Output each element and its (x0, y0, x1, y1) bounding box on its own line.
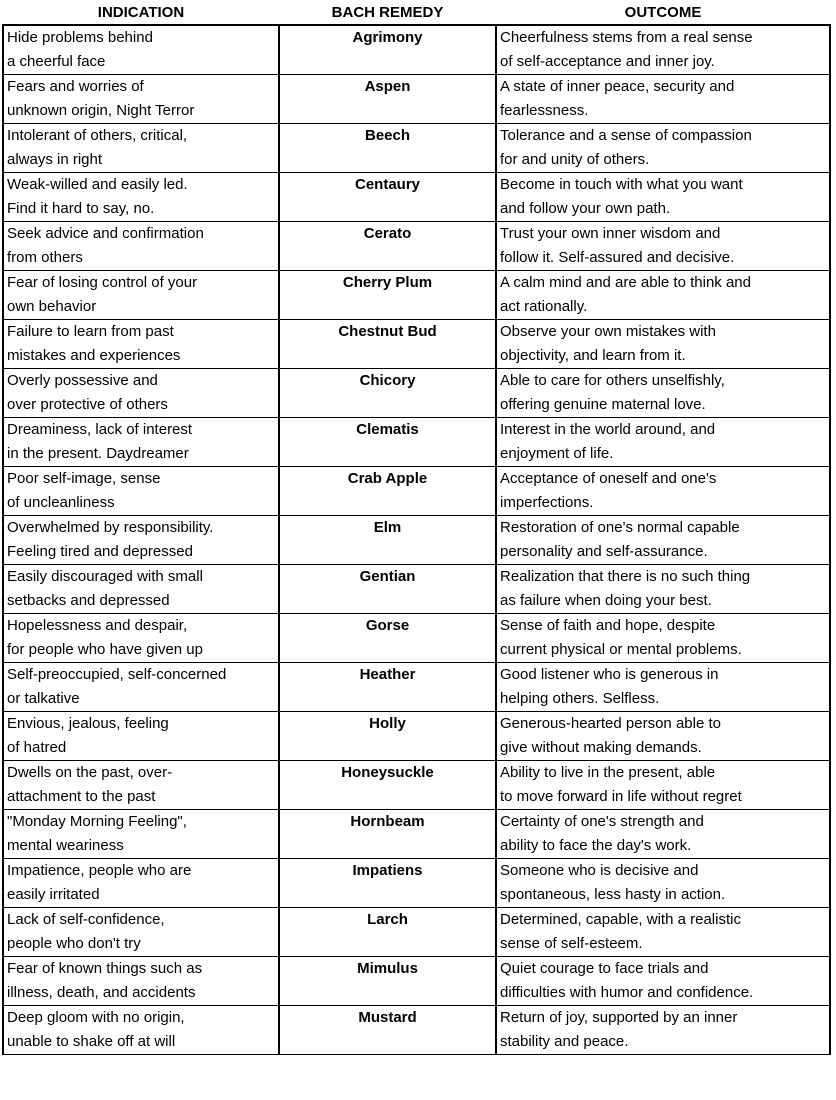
indication-cell (3, 173, 279, 222)
remedy-cell (279, 565, 496, 614)
indication-text: own behavior (7, 298, 97, 315)
outcome-cell (496, 271, 830, 320)
indication-cell (3, 565, 279, 614)
outcome-cell (496, 565, 830, 614)
table-row (3, 957, 830, 1006)
outcome-text: for and unity of others. (500, 151, 650, 168)
outcome-text: Interest in the world around, and (500, 421, 716, 438)
table-row (3, 908, 830, 957)
indication-text: Fear of known things such as (7, 960, 203, 977)
indication-cell (3, 418, 279, 467)
table-row (3, 859, 830, 908)
remedy-cell (279, 418, 496, 467)
indication-text: over protective of others (7, 396, 168, 413)
indication-text: unable to shake off at will (7, 1033, 176, 1050)
outcome-cell (496, 614, 830, 663)
outcome-cell (496, 516, 830, 565)
outcome-text: Determined, capable, with a realistic (500, 911, 741, 928)
outcome-text: to move forward in life without regret (500, 788, 742, 805)
indication-text: mistakes and experiences (7, 347, 181, 364)
outcome-text: Good listener who is generous in (500, 666, 719, 683)
indication-cell (3, 908, 279, 957)
outcome-cell (496, 663, 830, 712)
indication-text: Overwhelmed by responsibility. (7, 519, 214, 536)
indication-cell (3, 1006, 279, 1055)
indication-text: Seek advice and confirmation (7, 225, 204, 242)
outcome-text: sense of self-esteem. (500, 935, 643, 952)
header-outcome: OUTCOME (496, 0, 830, 25)
indication-text: or talkative (7, 690, 80, 707)
indication-text: of uncleanliness (7, 494, 115, 511)
remedy-cell (279, 271, 496, 320)
outcome-text: Return of joy, supported by an inner (500, 1009, 738, 1026)
indication-text: Hopelessness and despair, (7, 617, 188, 634)
outcome-cell (496, 908, 830, 957)
outcome-text: and follow your own path. (500, 200, 671, 217)
indication-text: Hide problems behind (7, 29, 153, 46)
remedy-name: Aspen (364, 78, 411, 95)
outcome-text: Someone who is decisive and (500, 862, 699, 879)
indication-text: unknown origin, Night Terror (7, 102, 195, 119)
outcome-text: as failure when doing your best. (500, 592, 712, 609)
remedy-cell (279, 124, 496, 173)
indication-text: "Monday Morning Feeling", (7, 813, 187, 830)
indication-text: Fears and worries of (7, 78, 144, 95)
outcome-text: Cheerfulness stems from a real sense (500, 29, 753, 46)
outcome-cell (496, 859, 830, 908)
remedy-cell (279, 859, 496, 908)
remedy-name: Cerato (363, 225, 412, 242)
outcome-cell (496, 761, 830, 810)
indication-text: in the present. Daydreamer (7, 445, 189, 462)
remedy-name: Honeysuckle (341, 764, 434, 781)
remedy-name: Mimulus (357, 960, 418, 977)
outcome-cell (496, 1006, 830, 1055)
remedy-name: Elm (373, 519, 402, 536)
outcome-text: Generous-hearted person able to (500, 715, 721, 732)
indication-cell (3, 124, 279, 173)
remedy-name: Centaury (354, 176, 421, 193)
remedy-cell (279, 712, 496, 761)
indication-cell (3, 761, 279, 810)
indication-cell (3, 712, 279, 761)
indication-cell (3, 320, 279, 369)
indication-cell (3, 271, 279, 320)
outcome-text: Trust your own inner wisdom and (500, 225, 721, 242)
remedy-cell (279, 908, 496, 957)
indication-cell (3, 222, 279, 271)
outcome-text: follow it. Self-assured and decisive. (500, 249, 735, 266)
remedy-cell (279, 320, 496, 369)
remedy-name: Holly (369, 715, 406, 732)
indication-cell (3, 663, 279, 712)
header-bach-remedy: BACH REMEDY (279, 0, 496, 25)
table-row (3, 369, 830, 418)
table-row (3, 418, 830, 467)
indication-text: illness, death, and accidents (7, 984, 196, 1001)
table-row (3, 1006, 830, 1055)
indication-text: of hatred (7, 739, 67, 756)
table-row (3, 516, 830, 565)
outcome-text: fearlessness. (500, 102, 589, 119)
indication-text: from others (7, 249, 83, 266)
outcome-text: Quiet courage to face trials and (500, 960, 709, 977)
outcome-cell (496, 320, 830, 369)
outcome-text: Restoration of one's normal capable (500, 519, 740, 536)
outcome-cell (496, 418, 830, 467)
table-row (3, 761, 830, 810)
indication-cell (3, 614, 279, 663)
outcome-text: give without making demands. (500, 739, 702, 756)
outcome-text: objectivity, and learn from it. (500, 347, 686, 364)
indication-text: Poor self-image, sense (7, 470, 161, 487)
outcome-text: helping others. Selfless. (500, 690, 660, 707)
outcome-text: act rationally. (500, 298, 588, 315)
indication-text: always in right (7, 151, 103, 168)
remedy-name: Gentian (359, 568, 416, 585)
outcome-text: stability and peace. (500, 1033, 629, 1050)
table-row (3, 173, 830, 222)
header-row (3, 0, 830, 25)
table-row (3, 222, 830, 271)
indication-cell (3, 810, 279, 859)
remedy-cell (279, 516, 496, 565)
table-row (3, 467, 830, 516)
table-row (3, 663, 830, 712)
indication-cell (3, 516, 279, 565)
remedy-name: Agrimony (352, 29, 423, 46)
bach-remedy-table (2, 0, 831, 1055)
indication-text: Fear of losing control of your (7, 274, 198, 291)
outcome-text: offering genuine maternal love. (500, 396, 706, 413)
outcome-text: Sense of faith and hope, despite (500, 617, 716, 634)
outcome-cell (496, 124, 830, 173)
indication-cell (3, 859, 279, 908)
outcome-cell (496, 25, 830, 75)
outcome-text: A state of inner peace, security and (500, 78, 735, 95)
remedy-cell (279, 75, 496, 124)
header-indication: INDICATION (3, 0, 279, 25)
indication-text: for people who have given up (7, 641, 203, 658)
indication-text: Overly possessive and (7, 372, 158, 389)
outcome-text: spontaneous, less hasty in action. (500, 886, 726, 903)
indication-text: setbacks and depressed (7, 592, 170, 609)
indication-text: Dwells on the past, over- (7, 764, 173, 781)
outcome-text: current physical or mental problems. (500, 641, 742, 658)
table-row (3, 25, 830, 75)
indication-text: people who don't try (7, 935, 141, 952)
indication-text: Feeling tired and depressed (7, 543, 193, 560)
remedy-name: Clematis (356, 421, 419, 438)
indication-cell (3, 467, 279, 516)
indication-text: attachment to the past (7, 788, 156, 805)
table-row (3, 614, 830, 663)
remedy-cell (279, 467, 496, 516)
remedy-name: Beech (364, 127, 411, 144)
indication-text: Self-preoccupied, self-concerned (7, 666, 227, 683)
remedy-name: Hornbeam (350, 813, 425, 830)
remedy-name: Mustard (358, 1009, 417, 1026)
table-row (3, 75, 830, 124)
remedy-name: Cherry Plum (342, 274, 433, 291)
indication-text: Deep gloom with no origin, (7, 1009, 185, 1026)
outcome-cell (496, 957, 830, 1006)
table-row (3, 320, 830, 369)
remedy-cell (279, 761, 496, 810)
outcome-text: of self-acceptance and inner joy. (500, 53, 715, 70)
outcome-cell (496, 810, 830, 859)
indication-cell (3, 369, 279, 418)
outcome-text: difficulties with humor and confidence. (500, 984, 754, 1001)
indication-text: easily irritated (7, 886, 100, 903)
indication-text: Lack of self-confidence, (7, 911, 165, 928)
indication-cell (3, 957, 279, 1006)
remedy-cell (279, 25, 496, 75)
remedy-cell (279, 663, 496, 712)
remedy-cell (279, 222, 496, 271)
table-row (3, 271, 830, 320)
outcome-cell (496, 467, 830, 516)
table-row (3, 712, 830, 761)
remedy-name: Heather (359, 666, 416, 683)
outcome-cell (496, 222, 830, 271)
outcome-text: Observe your own mistakes with (500, 323, 716, 340)
remedy-cell (279, 1006, 496, 1055)
indication-text: Find it hard to say, no. (7, 200, 155, 217)
indication-text: Weak-willed and easily led. (7, 176, 188, 193)
table-body (3, 25, 830, 1055)
remedy-cell (279, 810, 496, 859)
outcome-text: Become in touch with what you want (500, 176, 743, 193)
remedy-cell (279, 957, 496, 1006)
outcome-text: personality and self-assurance. (500, 543, 708, 560)
outcome-text: ability to face the day's work. (500, 837, 692, 854)
indication-text: Intolerant of others, critical, (7, 127, 188, 144)
outcome-cell (496, 712, 830, 761)
remedy-name: Chestnut Bud (338, 323, 437, 340)
indication-text: Dreaminess, lack of interest (7, 421, 193, 438)
outcome-text: Realization that there is no such thing (500, 568, 751, 585)
outcome-text: imperfections. (500, 494, 594, 511)
indication-text: mental weariness (7, 837, 124, 854)
indication-text: a cheerful face (7, 53, 106, 70)
remedy-cell (279, 369, 496, 418)
remedy-name: Chicory (359, 372, 416, 389)
remedy-name: Larch (367, 911, 408, 928)
outcome-text: enjoyment of life. (500, 445, 614, 462)
outcome-cell (496, 75, 830, 124)
indication-cell (3, 25, 279, 75)
outcome-cell (496, 369, 830, 418)
outcome-text: Certainty of one's strength and (500, 813, 704, 830)
remedy-name: Crab Apple (347, 470, 428, 487)
remedy-name: Impatiens (352, 862, 423, 879)
indication-cell (3, 75, 279, 124)
remedy-name: Gorse (365, 617, 410, 634)
indication-text: Easily discouraged with small (7, 568, 203, 585)
table-row (3, 565, 830, 614)
indication-text: Impatience, people who are (7, 862, 192, 879)
remedy-cell (279, 614, 496, 663)
outcome-text: Able to care for others unselfishly, (500, 372, 725, 389)
outcome-text: Tolerance and a sense of compassion (500, 127, 752, 144)
table-row (3, 124, 830, 173)
table-row (3, 810, 830, 859)
outcome-cell (496, 173, 830, 222)
indication-text: Failure to learn from past (7, 323, 174, 340)
outcome-text: Acceptance of oneself and one's (500, 470, 717, 487)
outcome-text: Ability to live in the present, able (500, 764, 716, 781)
remedy-cell (279, 173, 496, 222)
outcome-text: A calm mind and are able to think and (500, 274, 751, 291)
indication-text: Envious, jealous, feeling (7, 715, 169, 732)
